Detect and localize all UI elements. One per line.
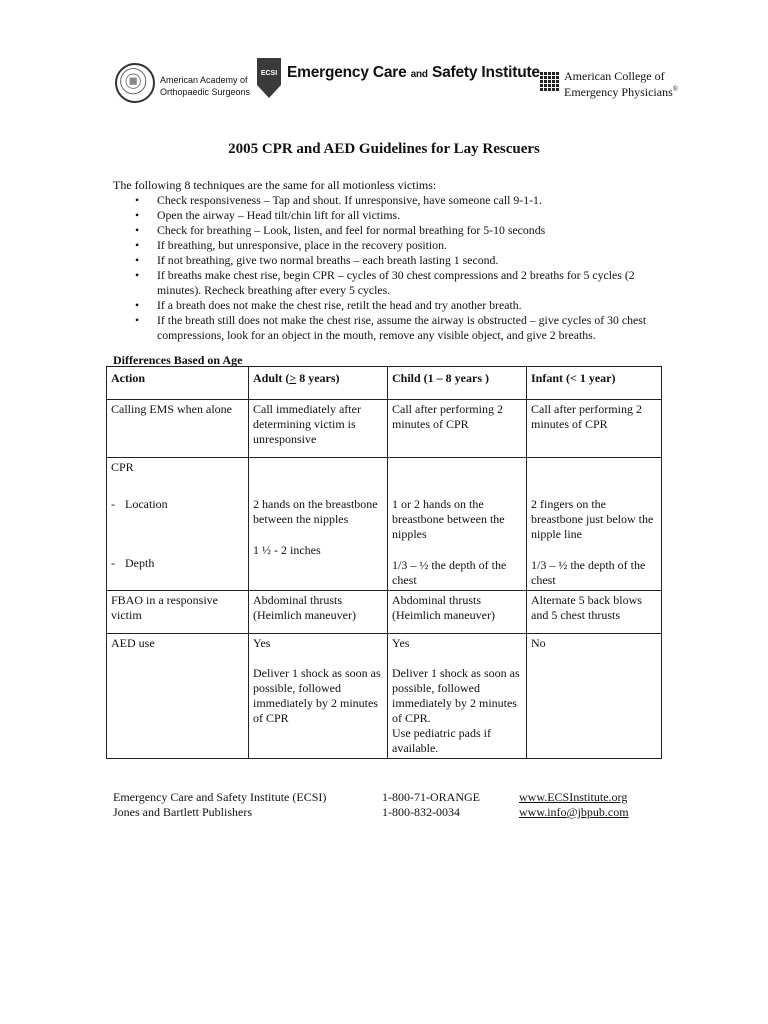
table-header-row [107,367,662,400]
acep-line2-text: Emergency Physicians [564,85,673,99]
footer-phone-ecsi: 1-800-71-ORANGE [382,790,480,804]
fbao-infant: Alternate 5 back blows and 5 chest thrusts [527,591,662,634]
header-infant: Infant (< 1 year) [527,367,662,400]
aed-child-yes: Yes [392,636,410,650]
header-child: Child (1 – 8 years ) [388,367,527,400]
table-title: Differences Based on Age [113,353,243,367]
aed-action: AED use [107,634,249,759]
technique-list [113,193,673,343]
footer-org-jb: Jones and Bartlett Publishers [113,805,252,819]
header-adult-pre: Adult ( [253,371,290,385]
table-row [107,634,662,759]
footer-links [519,790,629,820]
acep-grid-logo [540,72,560,94]
ecsi-name-and: and [410,69,428,80]
cpr-child-depth: 1/3 – ½ the depth of the chest [392,558,507,587]
ecsi-name-a: Emergency Care [287,64,411,81]
table-row [107,591,662,634]
header-action: Action [107,367,249,400]
shield-icon [256,57,282,99]
list-item: • Check for breathing – Look, listen, and feel for normal breathing for 5-10 seconds [113,223,673,238]
acep-line1: American College of [564,69,665,83]
footer-phones [382,790,480,820]
ecsi-abbrev: ECSI [260,70,278,77]
cpr-child-location: 1 or 2 hands on the breastbone between the nipples [392,497,505,541]
header-adult-ge: > [289,371,297,385]
aed-child-detail: Deliver 1 shock as soon as possible, followed immediately by 2 minutes of CPR. [392,666,520,725]
ecsi-name-b: Safety Institute [427,64,540,81]
fbao-child: Abdominal thrusts (Heimlich maneuver) [388,591,527,634]
aaos-name [160,74,250,98]
list-item: • Open the airway – Head tilt/chin lift for all victims. [113,208,673,223]
table-row [107,458,662,591]
grid-icon [540,72,560,94]
footer-phone-jb: 1-800-832-0034 [382,805,460,819]
ems-action: Calling EMS when alone [107,400,249,458]
footer-orgs [113,790,326,820]
aaos-line2: Orthopaedic Surgeons [160,87,251,97]
ems-infant: Call after performing 2 minutes of CPR [527,400,662,458]
list-item: • If the breath still does not make the chest rise, assume the airway is obstructed – give cycles of 30 chest compressions, look for an object in the mouth, remove any visible object, and give 2 breaths. [113,313,673,343]
age-differences-table [106,366,662,759]
cpr-action [107,458,249,591]
list-item: • If breaths make chest rise, begin CPR – cycles of 30 chest compressions and 2 breaths for 5 cycles (2 minutes). Recheck breathing after every 5 cycles. [113,268,673,298]
aed-child-pads: Use pediatric pads if available. [392,726,491,755]
footer-org-ecsi: Emergency Care and Safety Institute (ECSI) [113,790,327,804]
list-item: • Check responsiveness – Tap and shout. If unresponsive, have someone call 9-1-1. [113,193,673,208]
cpr-infant-depth: 1/3 – ½ the depth of the chest [531,558,646,587]
fbao-adult: Abdominal thrusts (Heimlich maneuver) [249,591,388,634]
page-title: 2005 CPR and AED Guidelines for Lay Rescuers [228,141,540,157]
jb-email-link[interactable]: www.info@jbpub.com [519,805,629,819]
aed-adult [249,634,388,759]
table-row [107,400,662,458]
seal-icon [117,65,153,101]
cpr-infant [527,458,662,591]
location-label: Location [125,497,168,511]
list-item: • If not breathing, give two normal breaths – each breath lasting 1 second. [113,253,673,268]
fbao-action: FBAO in a responsive victim [107,591,249,634]
cpr-label: CPR [111,460,134,474]
list-item: • If a breath does not make the chest rise, retilt the head and try another breath. [113,298,673,313]
acep-line2 [564,83,678,99]
aed-adult-detail: Deliver 1 shock as soon as possible, followed immediately by 2 minutes of CPR [253,666,381,725]
acep-name [564,70,678,99]
dash: - [111,497,115,511]
aed-infant: No [527,634,662,759]
aed-adult-yes: Yes [253,636,271,650]
cpr-adult-location: 2 hands on the breastbone between the nipples [253,497,378,526]
ecsi-shield-logo [256,57,282,99]
cpr-infant-location: 2 fingers on the breastbone just below the nipple line [531,497,654,541]
ems-adult: Call immediately after determining victim is unresponsive [249,400,388,458]
aed-child [388,634,527,759]
depth-label: Depth [125,556,155,570]
cpr-adult-depth: 1 ½ - 2 inches [253,543,321,557]
aaos-line1: American Academy of [160,75,248,85]
aaos-seal-logo [115,63,155,103]
dash: - [111,556,115,570]
ecsi-website-link[interactable]: www.ECSInstitute.org [519,790,628,804]
cpr-child [388,458,527,591]
ems-child: Call after performing 2 minutes of CPR [388,400,527,458]
cpr-location-label [111,497,244,512]
intro-text: The following 8 techniques are the same for all motionless victims: [113,178,437,192]
cpr-adult [249,458,388,591]
ecsi-wordmark [287,64,540,82]
header-adult [249,367,388,400]
cpr-depth-label [111,556,244,571]
acep-registered-mark: ® [672,85,679,93]
header-adult-post: 8 years) [296,371,340,385]
list-item: • If breathing, but unresponsive, place in the recovery position. [113,238,673,253]
